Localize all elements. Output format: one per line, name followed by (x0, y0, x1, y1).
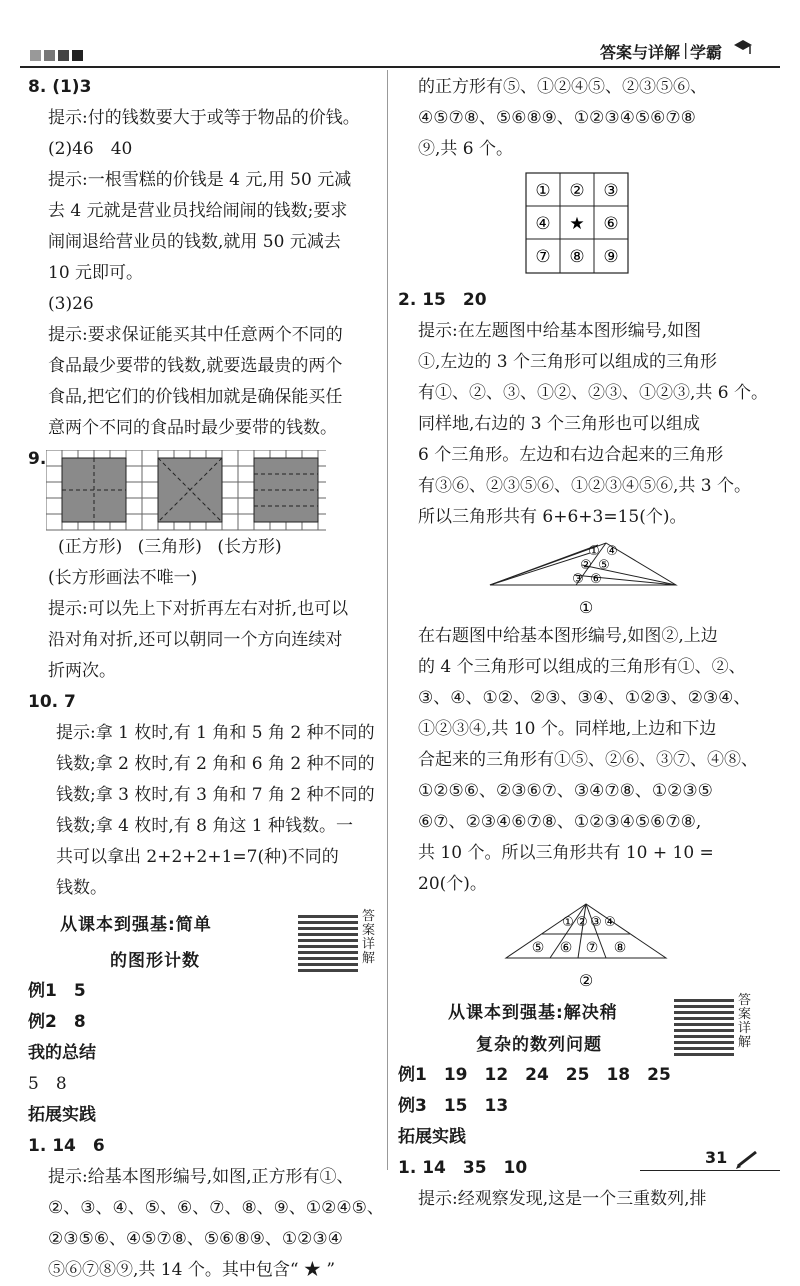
q8-hint-3-line: 意两个不同的食品时最少要带的钱数。 (48, 418, 337, 438)
q9-hint-line: 沿对角对折,还可以朝同一个方向连续对 (48, 630, 343, 650)
q8-answer-2: (2)46 40 (48, 139, 133, 159)
practice-1-hint-line: ②、③、④、⑤、⑥、⑦、⑧、⑨、①②④⑤、 (48, 1198, 384, 1218)
grid-cell: ⑧ (569, 247, 585, 267)
practice-2-hint-line: ①,左边的 3 个三角形可以组成的三角形 (418, 352, 718, 372)
fig1-caption: ① (578, 598, 594, 617)
q8-answer-3: (3)26 (48, 294, 94, 314)
q10-hint-line: 钱数;拿 4 枚时,有 8 角这 1 种钱数。一 (56, 816, 354, 836)
practice-1-hint-line: 提示:给基本图形编号,如图,正方形有①、 (48, 1167, 354, 1187)
pencil-icon (734, 1150, 760, 1170)
q8-answer-1: 8. (1)3 (28, 77, 92, 97)
seq-practice-heading: 拓展实践 (398, 1127, 466, 1147)
grid-cell: ③ (603, 181, 619, 201)
q9-label-square: (正方形) (58, 537, 123, 557)
header-decor-square (44, 50, 55, 61)
grid-cell: ⑦ (535, 247, 551, 267)
fig2-top-mark: ② (576, 915, 588, 930)
q8-hint-3-line: 食品最少要带的钱数,就要选最贵的两个 (48, 356, 343, 376)
summary-answer: 5 8 (28, 1074, 67, 1094)
grid-cell: ④ (535, 214, 551, 234)
fig2-caption: ② (578, 971, 594, 990)
fig1-mark: ② (580, 558, 592, 573)
example-1: 例1 5 (28, 981, 86, 1001)
q8-hint-2-line: 闹闹退给营业员的钱数,就用 50 元减去 (48, 232, 341, 252)
grid-cell: ① (535, 181, 551, 201)
q10-hint-line: 钱数;拿 2 枚时,有 2 角和 6 角 2 种不同的 (56, 754, 375, 774)
fig2-bottom-mark: ⑥ (559, 940, 573, 956)
q8-hint-2-line: 提示:一根雪糕的价钱是 4 元,用 50 元减 (48, 170, 352, 190)
q9-label-triangle: (三角形) (137, 537, 202, 557)
q10-hint-line: 钱数;拿 3 枚时,有 3 角和 7 角 2 种不同的 (56, 785, 375, 805)
qr-caption: 答案详解 (362, 909, 376, 966)
q9-label-rectangle: (长方形) (217, 537, 282, 557)
fig1-mark: ⑥ (590, 572, 602, 587)
seq-example-1: 例1 19 12 24 25 18 25 (398, 1065, 671, 1085)
qr-caption: 答案详解 (738, 993, 752, 1050)
practice-1-cont-line: ⑨,共 6 个。 (418, 139, 514, 159)
practice-2-hint-line: 有③⑥、②③⑤⑥、①②③④⑤⑥,共 3 个。 (418, 476, 752, 496)
seq-example-3: 例3 15 13 (398, 1096, 509, 1116)
practice-2-answer: 2. 15 20 (398, 290, 487, 310)
page-number: 31 (705, 1148, 728, 1167)
fig1-mark: ① (588, 544, 600, 559)
practice-2-hint2-line: 20(个)。 (418, 874, 487, 894)
header-rule (20, 66, 780, 68)
header-decor-square (58, 50, 69, 61)
section-title-line: 复杂的数列问题 (476, 1035, 602, 1055)
q10-hint-line: 共可以拿出 2+2+2+1=7(种)不同的 (56, 847, 339, 867)
star-icon: ★ (569, 214, 585, 234)
grid-cell: ⑨ (603, 247, 619, 267)
summary-heading: 我的总结 (28, 1043, 96, 1063)
page-header (0, 0, 800, 70)
seq-practice-1-hint: 提示:经观察发现,这是一个三重数列,排 (418, 1189, 707, 1209)
grid-cell: ⑥ (603, 214, 619, 234)
practice-2-hint-line: 有①、②、③、①②、②③、①②③,共 6 个。 (418, 383, 769, 403)
practice-2-hint2-line: ①②③④,共 10 个。同样地,上边和下边 (418, 719, 717, 739)
fig1-mark: ③ (572, 572, 584, 587)
section-header-shapes (28, 904, 383, 976)
section-title-line: 从课本到强基:解决稍 (448, 1003, 618, 1023)
qr-code[interactable] (674, 996, 734, 1056)
header-decor-square (30, 50, 41, 61)
fig2-top-mark: ① (562, 915, 574, 930)
fig2-top-mark: ③ (590, 915, 602, 930)
q10-hint-line: 提示:拿 1 枚时,有 1 角和 5 角 2 种不同的 (56, 723, 375, 743)
triangle-figure-1 (398, 533, 768, 621)
fig2-bottom-mark: ⑤ (531, 940, 545, 956)
fig2-top-mark: ④ (604, 915, 616, 930)
practice-1-cont-line: ④⑤⑦⑧、⑤⑥⑧⑨、①②③④⑤⑥⑦⑧ (418, 108, 696, 128)
three-by-three-grid (524, 171, 634, 277)
header-decor-square (72, 50, 83, 61)
section-title-line: 的图形计数 (110, 951, 200, 971)
q8-hint-3-line: 提示:要求保证能买其中任意两个不同的 (48, 325, 343, 345)
practice-2-hint2-line: ③、④、①②、②③、③④、①②③、②③④、 (418, 688, 751, 708)
left-column (28, 72, 383, 1286)
q9-hint-line: 提示:可以先上下对折再左右对折,也可以 (48, 599, 349, 619)
q9-hint-line: 折两次。 (48, 661, 116, 681)
q9-figure (28, 444, 383, 532)
practice-2-hint-line: 6 个三角形。左边和右边合起来的三角形 (418, 445, 724, 465)
column-divider (387, 70, 388, 1170)
practice-1-answer: 1. 14 6 (28, 1136, 105, 1156)
practice-2-hint2-line: 共 10 个。所以三角形共有 10 + 10 = (418, 843, 714, 863)
header-separator: | (683, 40, 689, 59)
square-grid-figure (398, 165, 768, 285)
practice-2-hint2-line: ⑥⑦、②③④⑥⑦⑧、①②③④⑤⑥⑦⑧, (418, 812, 702, 832)
q9-number: 9. (28, 449, 47, 469)
practice-2-hint-line: 所以三角形共有 6+6+3=15(个)。 (418, 507, 687, 527)
triangle-figure-2 (398, 900, 768, 996)
practice-2-hint2-line: 在右题图中给基本图形编号,如图②,上边 (418, 626, 718, 646)
header-brand: 学霸 (690, 43, 723, 62)
grid-cell: ② (569, 181, 585, 201)
practice-1-hint-line: ②③⑤⑥、④⑤⑦⑧、⑤⑥⑧⑨、①②③④ (48, 1229, 343, 1249)
fig1-mark: ⑤ (598, 558, 610, 573)
q8-hint-3-line: 食品,把它们的价钱相加就是确保能买任 (48, 387, 343, 407)
right-column (398, 72, 768, 1215)
q9-note: (长方形画法不唯一) (48, 568, 198, 588)
footer-rule (640, 1170, 780, 1171)
q10-answer: 10. 7 (28, 692, 76, 712)
fig2-bottom-mark: ⑦ (585, 940, 599, 956)
fig1-mark: ④ (606, 544, 618, 559)
fan-triangles (486, 535, 686, 619)
seq-practice-1-answer: 1. 14 35 10 (398, 1158, 528, 1178)
q10-hint-line: 钱数。 (56, 878, 107, 898)
qr-code[interactable] (298, 912, 358, 972)
practice-heading: 拓展实践 (28, 1105, 96, 1125)
graduation-cap-icon (732, 36, 754, 58)
split-triangle (496, 902, 676, 994)
q9-labels (28, 532, 383, 563)
q9-fold-grid (46, 450, 328, 532)
example-2: 例2 8 (28, 1012, 86, 1032)
practice-2-hint2-line: ①②⑤⑥、②③⑥⑦、③④⑦⑧、①②③⑤ (418, 781, 713, 801)
fig2-bottom-mark: ⑧ (613, 940, 627, 956)
section-title-line: 从课本到强基:简单 (60, 915, 212, 935)
practice-2-hint2-line: 的 4 个三角形可以组成的三角形有①、②、 (418, 657, 746, 677)
practice-1-hint-line: ⑤⑥⑦⑧⑨,共 14 个。其中包含“ ★ ” (48, 1260, 336, 1280)
section-header-sequences (398, 993, 768, 1060)
practice-2-hint2-line: 合起来的三角形有①⑤、②⑥、③⑦、④⑧、 (418, 750, 758, 770)
practice-2-hint-line: 同样地,右边的 3 个三角形也可以组成 (418, 414, 701, 434)
practice-1-cont-line: 的正方形有⑤、①②④⑤、②③⑤⑥、 (418, 77, 707, 97)
practice-2-hint-line: 提示:在左题图中给基本图形编号,如图 (418, 321, 702, 341)
q8-hint-2-line: 去 4 元就是营业员找给闹闹的钱数;要求 (48, 201, 348, 221)
header-title: 答案与详解 (600, 43, 681, 62)
q8-hint-2-line: 10 元即可。 (48, 263, 144, 283)
q8-hint-1: 提示:付的钱数要大于或等于物品的价钱。 (48, 108, 360, 128)
